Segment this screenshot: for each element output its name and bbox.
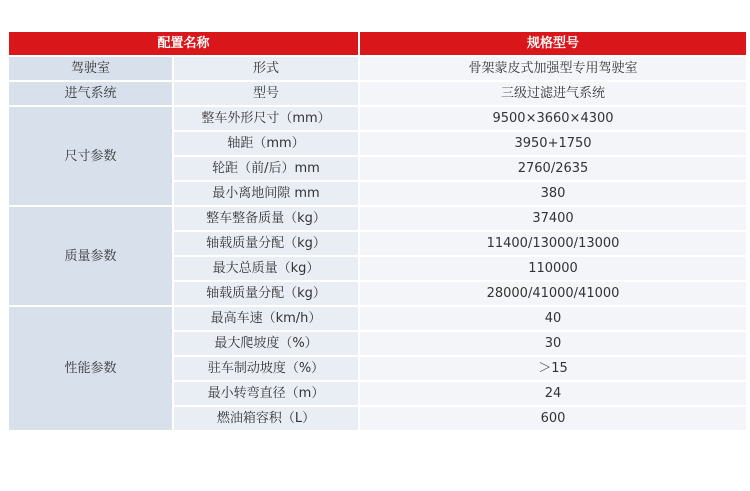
header-config-name: 配置名称	[8, 31, 359, 56]
table-header-row	[8, 31, 747, 56]
param-value: 9500×3660×4300	[359, 106, 747, 131]
param-value: 30	[359, 331, 747, 356]
group-label-performance: 性能参数	[8, 306, 173, 431]
param-value: ＞15	[359, 356, 747, 381]
table-row	[8, 81, 747, 106]
param-label: 最大总质量（kg）	[173, 256, 359, 281]
param-label: 形式	[173, 56, 359, 81]
param-label: 轴距（mm）	[173, 131, 359, 156]
group-label: 进气系统	[8, 81, 173, 106]
param-value: 380	[359, 181, 747, 206]
header-spec-model: 规格型号	[359, 31, 747, 56]
param-label: 型号	[173, 81, 359, 106]
table-row	[8, 306, 747, 331]
group-label-mass: 质量参数	[8, 206, 173, 306]
table-row	[8, 106, 747, 131]
param-value: 骨架蒙皮式加强型专用驾驶室	[359, 56, 747, 81]
table-row	[8, 206, 747, 231]
param-label: 最小离地间隙 mm	[173, 181, 359, 206]
param-value: 11400/13000/13000	[359, 231, 747, 256]
param-value: 28000/41000/41000	[359, 281, 747, 306]
spec-table	[7, 30, 748, 432]
param-label: 最大爬坡度（%）	[173, 331, 359, 356]
param-label: 最小转弯直径（m）	[173, 381, 359, 406]
param-label: 最高车速（km/h）	[173, 306, 359, 331]
param-label: 驻车制动坡度（%）	[173, 356, 359, 381]
table-row	[8, 56, 747, 81]
param-label: 燃油箱容积（L）	[173, 406, 359, 431]
param-value: 三级过滤进气系统	[359, 81, 747, 106]
param-value: 3950+1750	[359, 131, 747, 156]
param-label: 轮距（前/后）mm	[173, 156, 359, 181]
param-value: 37400	[359, 206, 747, 231]
param-label: 轴载质量分配（kg）	[173, 231, 359, 256]
param-value: 600	[359, 406, 747, 431]
group-label: 驾驶室	[8, 56, 173, 81]
param-value: 24	[359, 381, 747, 406]
param-label: 整车外形尺寸（mm）	[173, 106, 359, 131]
group-label-size: 尺寸参数	[8, 106, 173, 206]
param-value: 40	[359, 306, 747, 331]
param-value: 2760/2635	[359, 156, 747, 181]
param-label: 轴载质量分配（kg）	[173, 281, 359, 306]
param-label: 整车整备质量（kg）	[173, 206, 359, 231]
param-value: 110000	[359, 256, 747, 281]
